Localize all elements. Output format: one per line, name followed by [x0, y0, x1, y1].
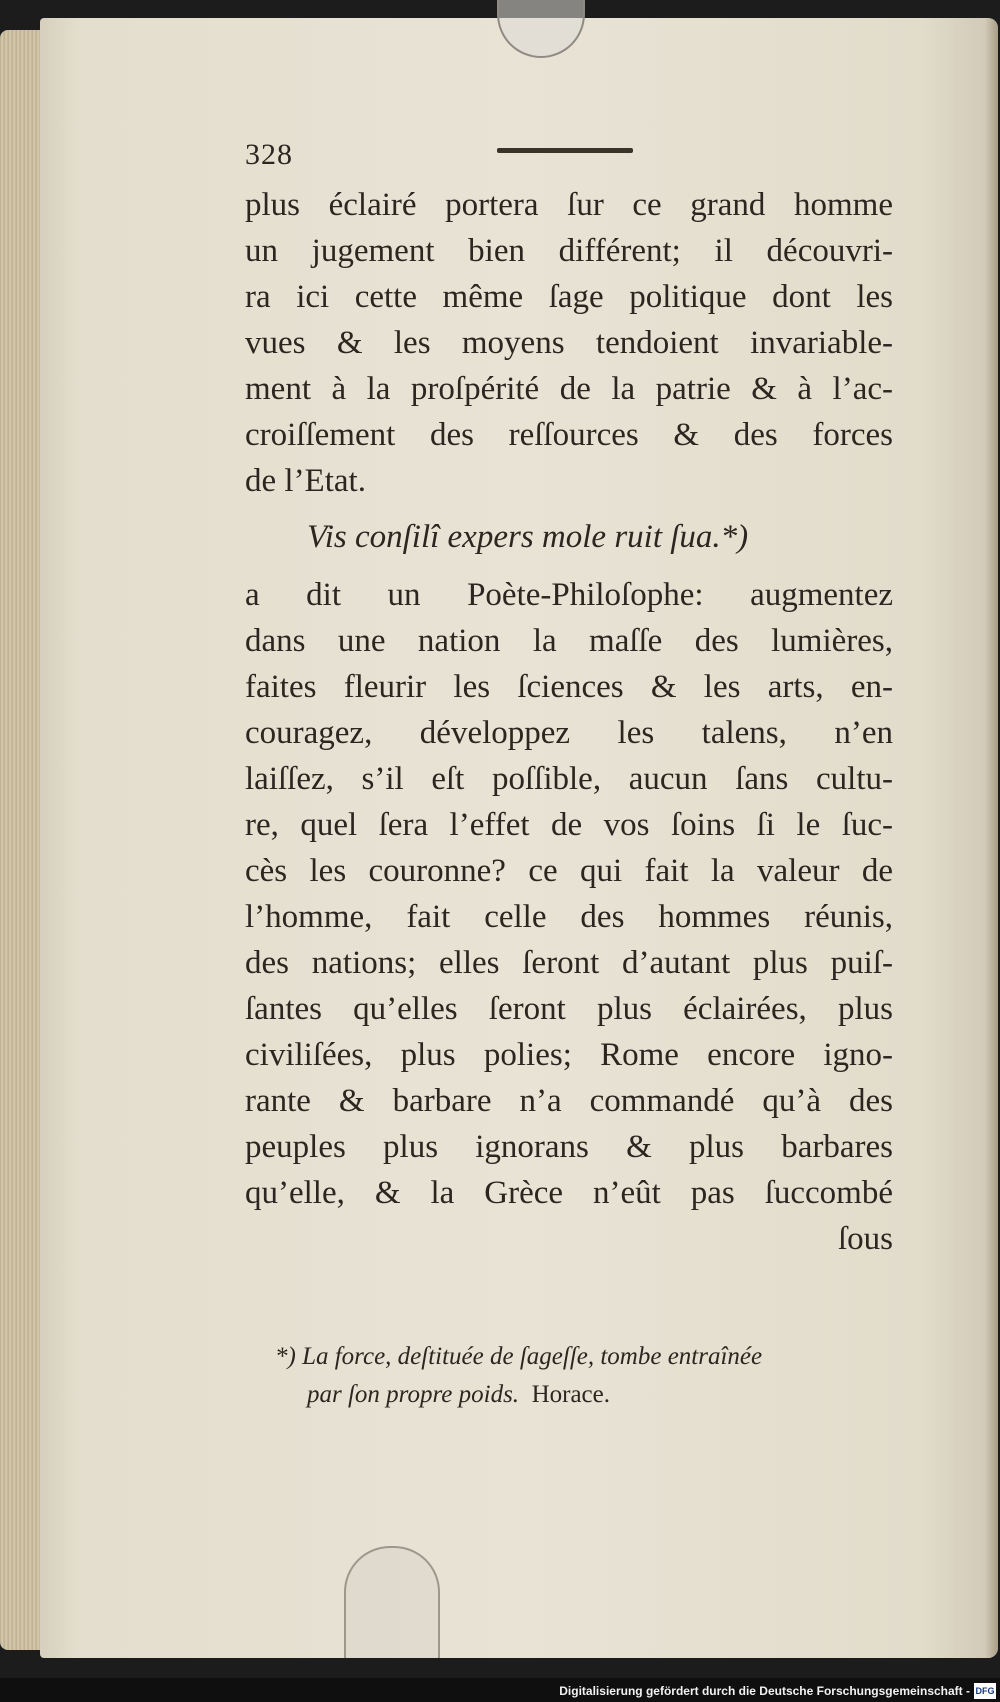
footnote-text: par ſon propre poids. — [307, 1381, 520, 1408]
credit-bar — [0, 1678, 1000, 1702]
text-line: qu’elle, & la Grèce n’eût pas ſuccombé — [245, 1175, 893, 1211]
text-line: dans une nation la maſſe des lumières, — [245, 623, 893, 659]
text-line: faites fleurir les ſciences & les arts, en- — [245, 669, 893, 705]
footnote — [275, 1338, 895, 1414]
text-line: couragez, développez les talens, n’en — [245, 715, 893, 751]
page-edge-right — [986, 18, 998, 1658]
footnote-author: Horace. — [531, 1381, 610, 1408]
page-number: 328 — [245, 138, 293, 171]
text-line: laiſſez, s’il eſt poſſible, aucun ſans cultu- — [245, 761, 893, 797]
text-line: civiliſées, plus polies; Rome encore igno- — [245, 1037, 893, 1073]
text-line: a dit un Poète-Philoſophe: augmentez — [245, 577, 893, 613]
page-stack-edge — [0, 30, 44, 1650]
text-line: vues & les moyens tendoient invariable- — [245, 325, 893, 361]
header-ornament-rule — [497, 148, 633, 153]
page-text-block — [245, 138, 893, 1262]
page-clip-bottom — [344, 1546, 440, 1658]
text-line: croiſſement des reſſources & des forces — [245, 417, 893, 453]
text-line: ſantes qu’elles ſeront plus éclairées, plus — [245, 991, 893, 1027]
dfg-logo: DFG — [974, 1683, 996, 1699]
text-line: rante & barbare n’a commandé qu’à des — [245, 1083, 893, 1119]
text-line: ra ici cette même ſage politique dont les — [245, 279, 893, 315]
text-line: cès les couronne? ce qui fait la valeur de — [245, 853, 893, 889]
latin-quote: Vis conſilî expers mole ruit ſua.*) — [307, 519, 749, 555]
footnote-line — [275, 1376, 895, 1414]
text-line: ment à la proſpérité de la patrie & à l’ac- — [245, 371, 893, 407]
page-header — [245, 138, 893, 182]
text-line: des nations; elles ſeront d’autant plus puiſ- — [245, 945, 893, 981]
catchword: ſous — [837, 1221, 893, 1257]
footnote-line: *) La force, deſtituée de ſageſſe, tombe entraînée — [275, 1343, 763, 1370]
digitization-credit: Digitalisierung gefördert durch die Deutsche Forschungsgemeinschaft - — [559, 1684, 970, 1698]
text-line: plus éclairé portera ſur ce grand homme — [245, 187, 893, 223]
text-line: un jugement bien différent; il découvri- — [245, 233, 893, 269]
text-line: l’homme, fait celle des hommes réunis, — [245, 899, 893, 935]
text-line: re, quel ſera l’effet de vos ſoins ſi le ſuc- — [245, 807, 893, 843]
text-line: de l’Etat. — [245, 463, 366, 499]
text-line: peuples plus ignorans & plus barbares — [245, 1129, 893, 1165]
